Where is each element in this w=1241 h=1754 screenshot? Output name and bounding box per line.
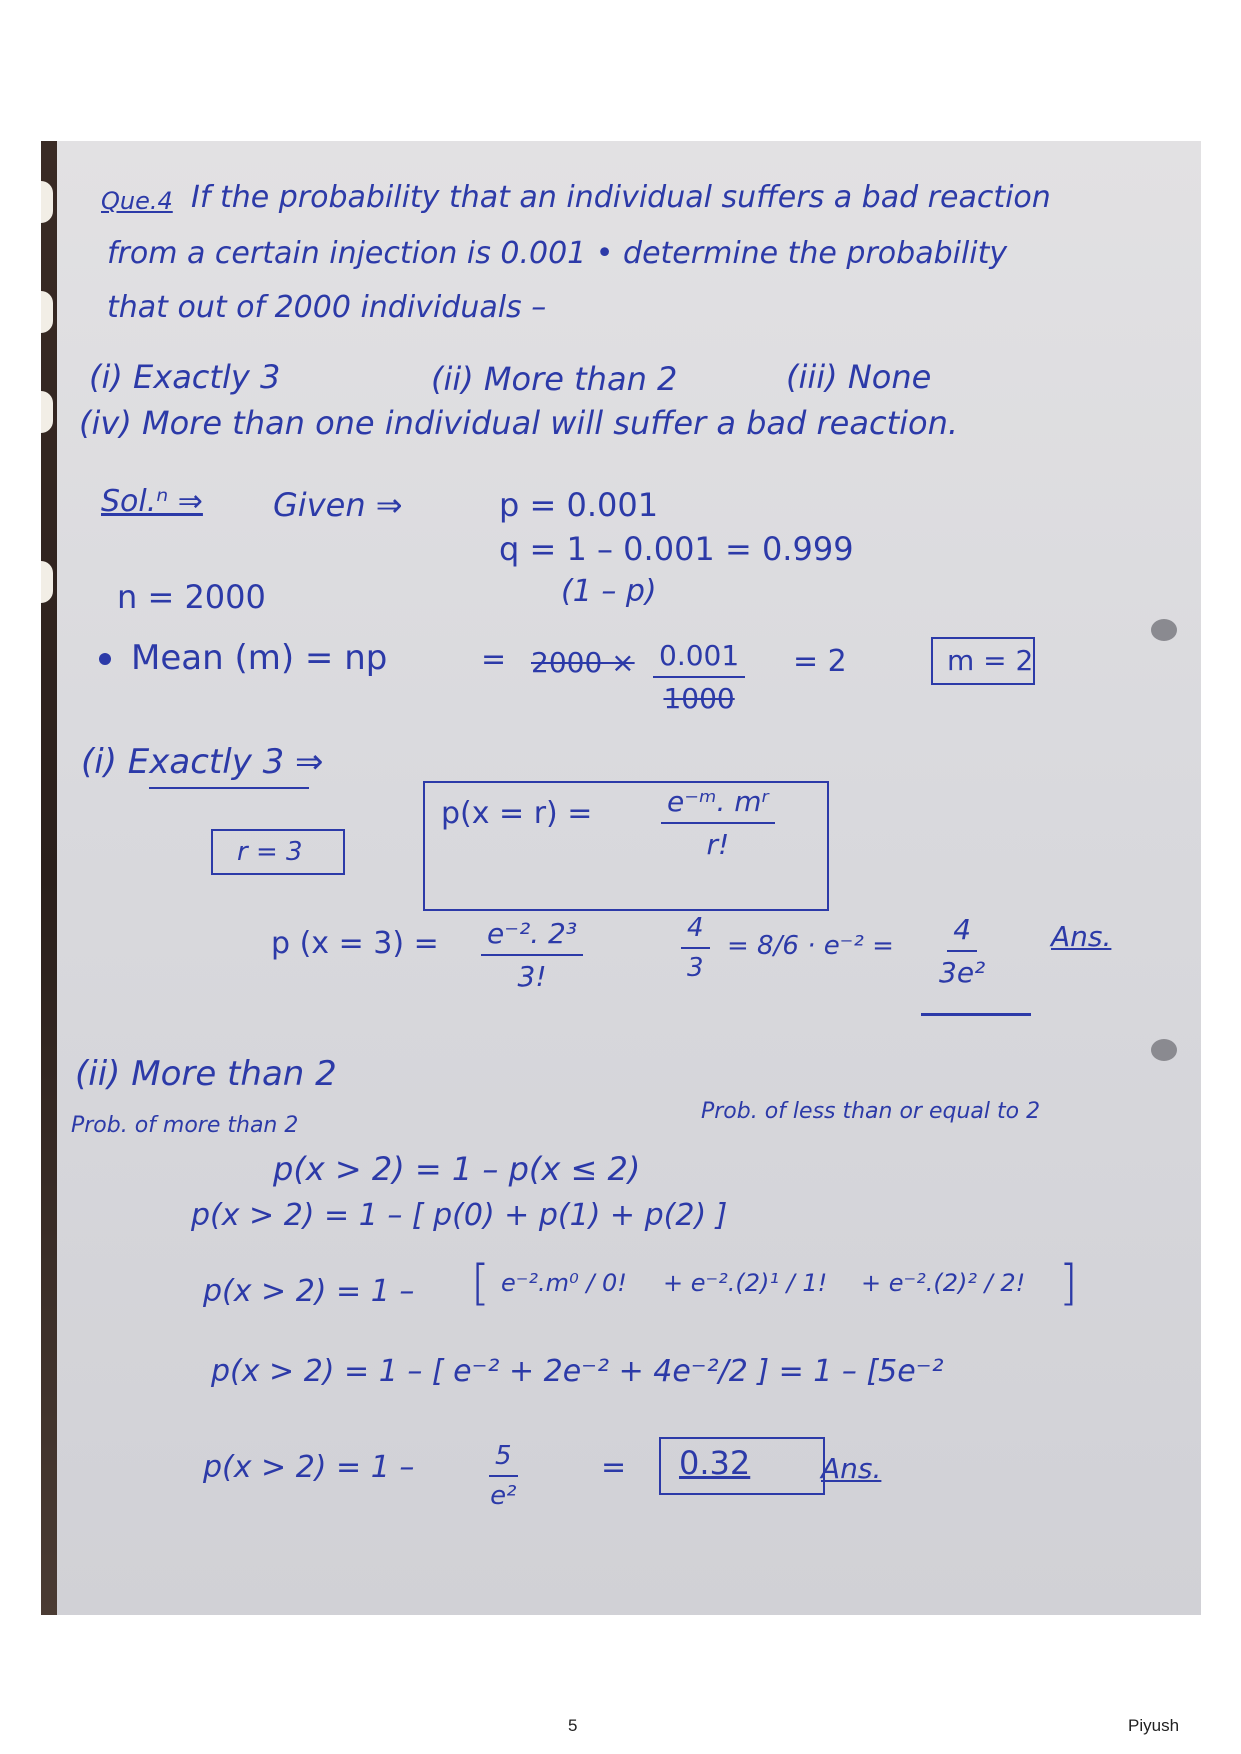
answer-i-label: Ans.	[1051, 920, 1112, 953]
line-5-lhs: p(x > 2) = 1 –	[203, 1450, 415, 1485]
calc-lhs: p (x = 3) =	[271, 926, 439, 961]
solution-label: Sol.ⁿ ⇒	[101, 484, 203, 519]
option-i: (i) Exactly 3	[89, 358, 281, 396]
question-line-2: from a certain injection is 0.001 • determine the probability	[107, 236, 1008, 271]
author-name: Piyush	[1128, 1716, 1180, 1735]
calc-mid-den: 3	[687, 953, 704, 983]
notebook-photo	[41, 141, 1201, 1615]
bracket-open: [	[471, 1255, 490, 1311]
line-3-term-2: + e⁻².(2)¹ / 1!	[663, 1269, 828, 1297]
given-n: n = 2000	[117, 578, 266, 616]
calc-fraction	[481, 917, 583, 993]
mean-times: 2000 ×	[531, 646, 635, 679]
bullet-icon	[99, 653, 111, 665]
answer-i-underline	[921, 1013, 1031, 1016]
formula-fraction	[661, 785, 775, 861]
given-label: Given ⇒	[273, 486, 403, 524]
question-label: Que.4	[101, 187, 173, 215]
answer-ii-label: Ans.	[821, 1452, 882, 1485]
note-left: Prob. of more than 2	[71, 1113, 299, 1138]
part-ii-heading: (ii) More than 2	[75, 1054, 337, 1094]
line-4: p(x > 2) = 1 – [ e⁻² + 2e⁻² + 4e⁻²/2 ] = 1 – [5e⁻²	[211, 1354, 944, 1389]
note-right: Prob. of less than or equal to 2	[701, 1099, 1041, 1124]
given-q: q = 1 – 0.001 = 0.999	[499, 530, 854, 568]
part-i-heading: (i) Exactly 3 ⇒	[81, 742, 324, 782]
punch-hole	[1151, 1039, 1177, 1061]
option-iii: (iii) None	[786, 358, 932, 396]
spiral-ring	[41, 181, 53, 223]
mean-num: 0.001	[653, 639, 745, 678]
spiral-ring	[41, 561, 53, 603]
calc-mid-num: 4	[681, 913, 710, 949]
page-number: 5	[568, 1716, 578, 1735]
notebook-spine	[41, 141, 57, 1615]
mean-fraction	[653, 639, 745, 715]
line-3-lhs: p(x > 2) = 1 –	[203, 1274, 415, 1309]
calc-den: 3!	[517, 960, 547, 993]
answer-i-num: 4	[947, 913, 977, 952]
option-ii: (ii) More than 2	[431, 360, 678, 398]
punch-hole	[1151, 619, 1177, 641]
line-5-fraction	[489, 1441, 518, 1511]
given-p: p = 0.001	[499, 486, 659, 524]
line-2: p(x > 2) = 1 – [ p(0) + p(1) + p(2) ]	[191, 1198, 728, 1233]
formula-den: r!	[706, 828, 730, 861]
spiral-ring	[41, 291, 53, 333]
formula-lhs: p(x = r) =	[441, 796, 593, 831]
line-5-num: 5	[489, 1441, 518, 1477]
line-5-eq: =	[601, 1450, 627, 1485]
mean-result: = 2	[793, 644, 847, 679]
option-iv: (iv) More than one individual will suffer a bad reaction.	[79, 404, 959, 442]
question-line-3: that out of 2000 individuals –	[107, 290, 547, 325]
answer-i-fraction	[939, 913, 985, 989]
m-boxed: m = 2	[947, 644, 1034, 677]
spiral-ring	[41, 391, 53, 433]
part-i-underline	[149, 787, 309, 789]
calc-num: e⁻². 2³	[481, 917, 583, 956]
answer-i-den: 3e²	[939, 956, 986, 989]
mean-text: Mean (m) = np	[131, 638, 388, 678]
question-line-1: If the probability that an individual suffers a bad reaction	[191, 180, 1051, 215]
answer-ii-value: 0.32	[679, 1444, 751, 1482]
r-value: r = 3	[237, 837, 303, 867]
mean-eq: =	[481, 642, 507, 677]
calc-mid-fraction	[681, 913, 710, 983]
line-3-term-3: + e⁻².(2)² / 2!	[861, 1269, 1026, 1297]
line-1: p(x > 2) = 1 – p(x ≤ 2)	[273, 1150, 641, 1188]
bracket-close: ]	[1059, 1255, 1078, 1311]
line-3-term-1: e⁻².m⁰ / 0!	[501, 1269, 627, 1297]
mean-den: 1000	[663, 682, 735, 715]
q-note: (1 – p)	[561, 574, 657, 609]
calc-mid: = 8/6 · e⁻² =	[727, 931, 894, 961]
formula-num: e⁻ᵐ. mʳ	[661, 785, 775, 824]
line-5-den: e²	[490, 1481, 517, 1511]
